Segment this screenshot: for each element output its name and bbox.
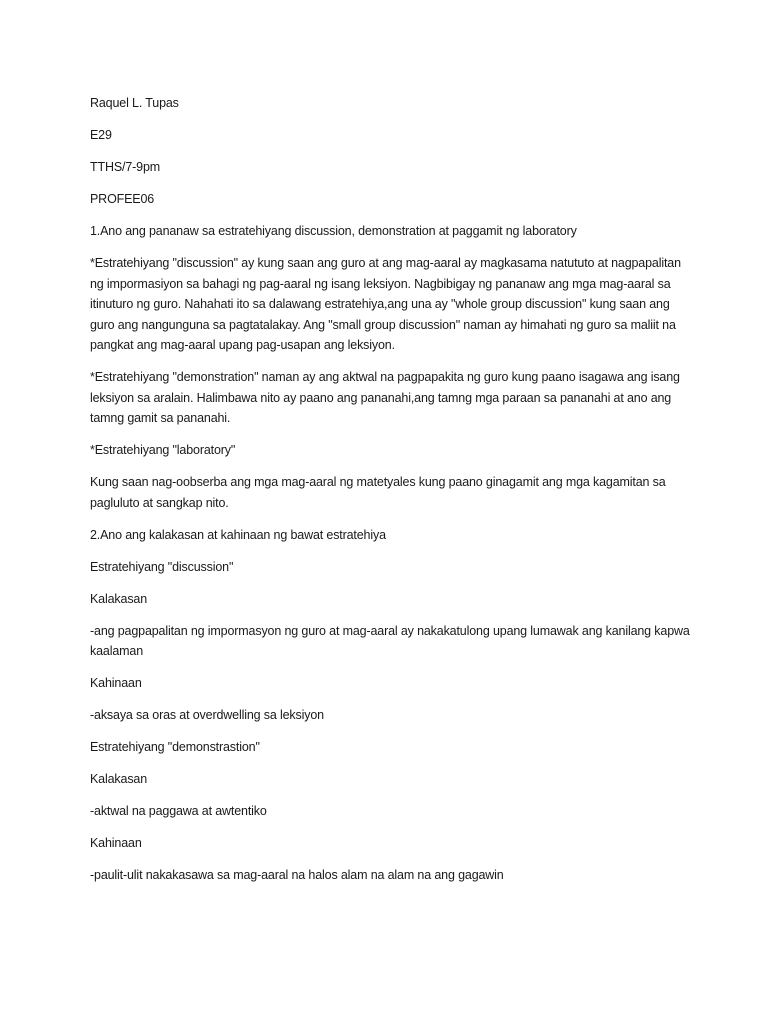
question-1: 1.Ano ang pananaw sa estratehiyang discussion, demonstration at paggamit ng laboratory: [90, 224, 577, 238]
discussion-strength-text: -ang pagpapalitan ng impormasyon ng guro at mag-aaral ay nakakatulong upang lumawak ang kanilang kapwa kaalaman: [90, 623, 690, 658]
author-name: Raquel L. Tupas: [90, 96, 179, 110]
section-code: E29: [90, 128, 112, 142]
question-2: 2.Ano ang kalakasan at kahinaan ng bawat estratehiya: [90, 527, 386, 542]
demonstration-paragraph: *Estratehiyang "demonstration" naman ay ang aktwal na pagpapakita ng guro kung paano isagawa ang isang leksiyon sa aralain. Halimbawa nito ay paano ang pananahi,ang tamng mga paraan sa pananahi at ano ang tamng gamit sa pananahi.: [90, 370, 680, 425]
discussion-heading: Estratehiyang "discussion": [90, 559, 234, 574]
document-page: [90, 93, 690, 897]
discussion-weakness-label: Kahinaan: [90, 676, 142, 690]
demonstration-weakness-label: Kahinaan: [90, 836, 142, 850]
laboratory-paragraph: Kung saan nag-oobserba ang mga mag-aaral ng matetyales kung paano ginagamit ang mga kagamitan sa pagluluto at sangkap nito.: [90, 475, 666, 510]
demonstration-heading: Estratehiyang "demonstrastion": [90, 740, 260, 754]
discussion-weakness-text: -aksaya sa oras at overdwelling sa leksiyon: [90, 708, 324, 722]
class-schedule: TTHS/7-9pm: [90, 160, 161, 174]
demonstration-strength-text: -aktwal na paggawa at awtentiko: [90, 804, 267, 818]
demonstration-strength-label: Kalakasan: [90, 772, 148, 786]
course-code: PROFEE06: [90, 192, 155, 206]
discussion-paragraph: *Estratehiyang "discussion" ay kung saan ang guro at ang mag-aaral ay magkasama natututo at nagpapalitan ng impormasiyon sa bahagi ng pag-aaral ng isang leksiyon. Nagbibigay ng pananaw ang mga mag-aaral sa itinuturo ng guro. Nahahati ito sa dalawang estratehiya,ang una ay "whole group discussion" kung saan ang guro ang nangunguna sa pagtatalakay. Ang "small group discussion" naman ay himahati ng guro sa maliit na pangkat ang mag-aaral upang pag-usapan ang leksiyon.: [90, 256, 681, 352]
demonstration-weakness-text: -paulit-ulit nakakasawa sa mag-aaral na halos alam na alam na ang gagawin: [90, 868, 504, 882]
laboratory-heading: *Estratehiyang "laboratory": [90, 443, 236, 457]
discussion-strength-label: Kalakasan: [90, 591, 148, 606]
